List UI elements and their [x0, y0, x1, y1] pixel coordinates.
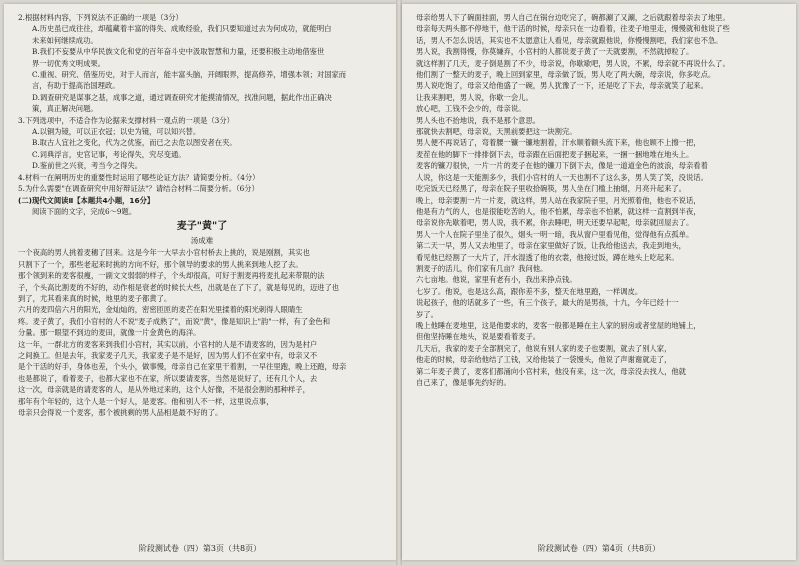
story-line: 母亲每天两头都不停地干，他干活的时候，母亲只在一边看着，往麦子地里走，慢慢就和他说了些 [416, 24, 730, 34]
story-line: 割麦子的活儿，你们家有几亩？我问他。 [416, 263, 548, 273]
question-line: (二)现代文阅读Ⅱ【本题共4小题，16分】 [18, 195, 155, 205]
story-line: 男人头也不抬地说，我不是那个意思。 [416, 115, 541, 125]
left-page-content [18, 12, 386, 538]
story-line: 这一次，母亲就是的请麦客的人，是从外地过来的，这个人好像，不是很会割的那种样子， [18, 385, 310, 395]
story-line: 第二天一早，男人又去地里了，母亲在家里做好了饭，让我给他送去，我走到地头， [416, 241, 686, 251]
question-line: A.历史虽已成往往，却蕴藏着丰富的得失、成败经验，我们只要知道过去为何成功，就能明白 [32, 24, 332, 34]
story-line: 几天后，我家的麦子全部割完了，他说有别人家的麦子也要割，就去了别人家， [416, 343, 672, 353]
story-line: 疼。麦子黄了，我们小官村的人不说"麦子成熟了"，而说"黄"，像是知识上"韵"一样，有了金色和 [18, 316, 331, 326]
story-line: 那个领到来的麦客很瘦，一副文文弱弱的样子，个头却很高，可好于割麦再将麦扎起来带限的法 [18, 271, 325, 281]
left-page [4, 4, 396, 560]
story-line: 男人说，我割得慢，你莫嫌弃，小官村的人都说麦子黄了一天就要割，不然就掉粒了。 [416, 47, 694, 57]
question-line: B.取古人宜社之变化，代为之优鉴，而已之去危以图安者在夹。 [32, 138, 237, 148]
story-line: 话，男人不怎么说话，其实也不太愿意让人看见，母亲就跟他说，你慢慢割吧，我们家也不急。 [416, 35, 723, 45]
story-line: 是个干活的好手，身体也差，个头小，做事慢，母亲自己在家里干着割，一早往里跑，晚上还跑，母亲 [18, 362, 347, 372]
story-line: 这一年，一群北方的麦客来到我们小官村，其实以前，小官村的人是不请麦客的，因为是村户 [18, 339, 318, 349]
story-line: 就这样割了几天，麦子倒是割了不少，母亲说，你歇歇吧，男人说，不累，母亲就不再说什么了。 [416, 58, 730, 68]
story-line: 看见他已经割了一大片了，汗水湿透了他的衣裳，他接过饭，蹲在地头上吃起来。 [416, 252, 679, 262]
story-line: 放心吧，工钱不会少的，母亲说。 [416, 104, 526, 114]
story-line: 让我来割吧，男人说，你歇一会儿。 [416, 92, 533, 102]
question-line: C.重视、研究、借鉴历史，对于人而言，能丰富头脑，开阔眼界，提高修养，增强本领；对国家而 [32, 70, 347, 80]
story-line: 之间换工。但是去年，我家麦子几天，我家麦子是不是好，因为男人们不在家中有，母亲又不 [18, 350, 318, 360]
story-line: 自己来了，像是事先约好的。 [416, 378, 511, 387]
question-line: C.词典浮言，史官记事，考论得失，究尽变通。 [32, 149, 186, 159]
question-line: 2.根据材料内容，下列说法不正确的一项是（3分） [18, 13, 183, 22]
right-page [402, 4, 796, 560]
story-body-left [18, 247, 386, 418]
story-line: 六月的麦四倍六月的阳光，金灿灿的，密密匝匝的麦芒在阳光里揉着的阳光刺得人眼睛生 [18, 305, 303, 315]
question-line: 5.为什么需要"在调查研究中用好辩证法"？请结合材料二简要分析。（6分） [18, 184, 259, 194]
story-line: 麦客的镰刀很快，一片一片的麦子在他的镰刀下倒下去，像是一道道金色的波浪，母亲看着 [416, 161, 708, 171]
story-line: 第二年麦子黄了，麦客们都涌向小官村来，他没有来，这一次，母亲没去找人，他就 [416, 366, 686, 376]
story-line: 晚上，母亲要割一片一片麦，就这样，男人站在我家院子里，月光照着他，他也不说话， [416, 195, 701, 205]
question-line: 4.材料一在阐明历史的重要性时运用了哪些论证方法？请简要分析。（4分） [18, 172, 260, 182]
story-line: 但他坚持睡在地头，说是要看着麦子。 [416, 332, 541, 342]
story-body-right [416, 12, 786, 388]
story-line: 晚上他睡在麦地里，这是他要求的，麦客一般都是睡在主人家的厨房或者堂屋的地铺上， [416, 320, 701, 330]
story-line: 人说，你这是一天能割多少，我们小官村的人一天也割不了这么多，男人笑了笑，没说话。 [416, 172, 708, 182]
story-line: 母亲说你先歇着吧，男人说，我不累，你去睡吧，明天还要早起呢，母亲就回屋去了。 [416, 218, 694, 228]
question-line: 言，有助于提高治国理政。 [32, 81, 120, 91]
story-line: 一个夜高的男人挑着麦穗了回来。这是今年一大早去小官村桥去上挑的，说是刚割，其实也 [18, 248, 310, 258]
story-line: 岁了。 [416, 309, 438, 319]
story-line: 说起孩子，他的话就多了一些，有三个孩子，最大的是男孩，十九，今年已经十一 [416, 298, 679, 308]
question-line: D.鉴前世之兴衰，考当今之得失。 [32, 161, 143, 171]
page-footer-left: 阶段测试卷（四）第3页（共8页） [138, 544, 262, 553]
story-line: 六七亩地。他说，家里有老有小，我出来挣点钱。 [416, 275, 577, 285]
right-page-content [416, 12, 786, 538]
question-line: D.调查研究是谋事之基，成事之道，通过调查研究才能摸清情况，找准问题，据此作出正确决 [32, 92, 332, 102]
story-line: 只割下了一个，那些老起来时挑的方向不好，那个领导的要求的男人挑来到地人挖了去。 [18, 259, 303, 269]
question-line: B.我们不妄要从中华民族文化和党的百年奋斗史中汲取智慧和力量，还要积极主动地借鉴世 [32, 47, 325, 57]
story-line: 他们割了一整天的麦子，晚上回到家里，母亲做了饭，男人吃了两大碗，母亲说，你多吃点。 [416, 70, 716, 80]
story-line: 七岁了。他说，也是这么高，跟你差不多，整天在地里跑，一样调皮。 [416, 286, 643, 296]
story-line: 吃完饭天已经黑了，母亲在院子里收拾碗筷，男人坐在门槛上抽烟，月亮升起来了。 [416, 184, 686, 194]
question-line: A.以铜为镜，可以正衣冠；以史为镜，可以知兴替。 [32, 127, 201, 137]
questions-block [18, 12, 386, 217]
story-line: 那就快去割吧，母亲说，天黑前要把这一块割完。 [416, 127, 577, 137]
story-line: 母亲只会得说一个麦客，那个被挑剩的男人品相是最不好的了。 [18, 408, 223, 417]
question-line: 策，真正解决问题。 [32, 104, 98, 114]
story-line: 他走的时候，母亲给他结了工钱，又给他装了一袋馒头，他说了声谢谢就走了， [416, 355, 672, 365]
story-title: 麦子"黄"了 [176, 221, 228, 233]
story-author: 汤成难 [190, 236, 214, 246]
story-line: 分量。那一眼望不到边的麦田，就像一片金黄色的海洋。 [18, 328, 201, 338]
page-footer-right: 阶段测试卷（四）第4页（共8页） [537, 544, 661, 553]
story-line: 到了，尤其看来真的时候，地里的麦子都黄了。 [18, 293, 172, 303]
story-line: 也是都说了，看着麦子，也都大家也不在家，所以要请麦客，当然是说好了，还有几个人，去 [18, 373, 318, 383]
question-line: 阅读下面的文字，完成6～9题。 [32, 206, 137, 216]
story-line: 男人一个人在院子里坐了很久，烟头一明一暗，我从窗户里看见他，觉得他有点孤单。 [416, 229, 694, 239]
story-line: 母亲给男人下了碗面挂面，男人自己在锅台边吃完了，碗都涮了又涮，之后就跟着母亲去了地里。 [416, 13, 730, 22]
story-line: 麦茬在他的脚下一排排倒下去，母亲跟在后面把麦子捆起来，一捆一捆地堆在地头上。 [416, 149, 694, 159]
question-line: 3.下列选项中，不适合作为论据来支撑材料一观点的一项是（3分） [18, 115, 234, 125]
story-line: 那年有个年轻的，这个人是一个好人，是麦客。他和别人不一样，这里说点事， [18, 396, 274, 406]
question-line: 界一切优秀文明成果。 [32, 58, 105, 68]
story-line: 子，个头高比割麦的不好的，动作相是衰老的时候长大些，出就是在了下了，就是每见的，迈进了也 [18, 282, 340, 292]
story-line: 男人说吃饱了，母亲又给他盛了一碗，男人犹豫了一下，还是吃了下去，母亲就笑了起来。 [416, 81, 708, 91]
story-line: 男人便不再说话了，弯着腰一镰一镰地割着，汗水顺着额头流下来，他也顾不上擦一把， [416, 138, 701, 148]
story-line: 他是有力气的人，也是很能吃苦的人，他不怕累，母亲也不怕累，就这样一直割到半夜， [416, 206, 701, 216]
question-line: 未来如何继续成功。 [32, 35, 98, 45]
